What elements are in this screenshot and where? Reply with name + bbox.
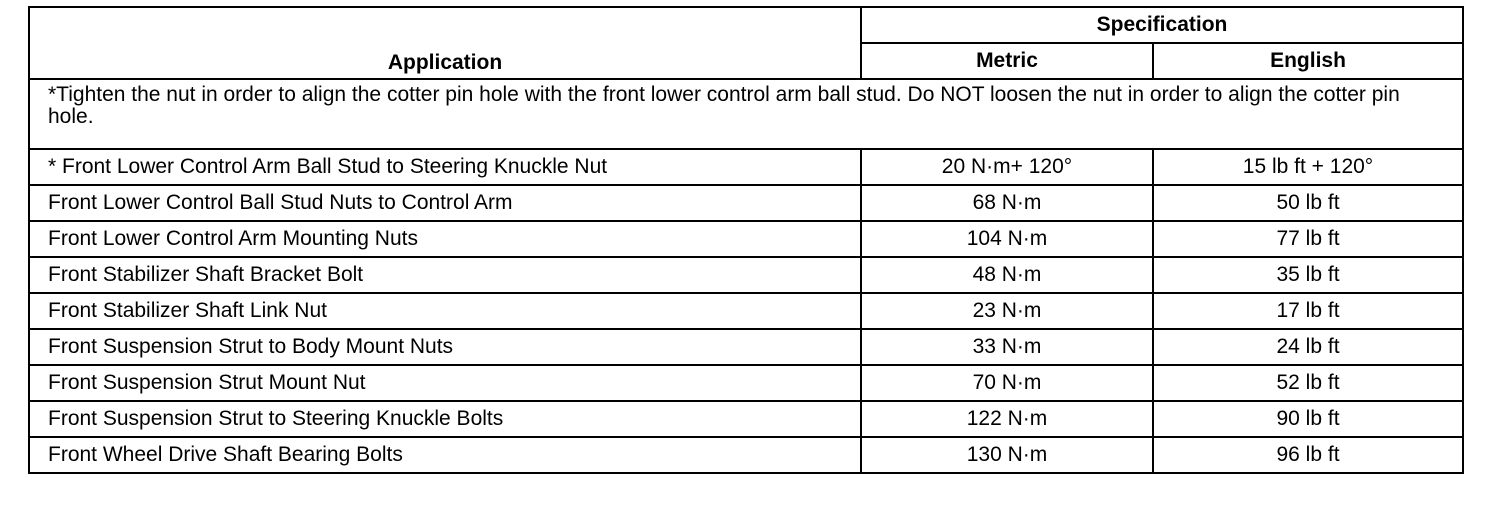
application-cell: Front Suspension Strut Mount Nut	[29, 365, 861, 401]
metric-cell: 130 N·m	[861, 437, 1153, 473]
metric-cell: 68 N·m	[861, 185, 1153, 221]
metric-header: Metric	[861, 43, 1153, 79]
table-row	[29, 437, 1463, 473]
table-row	[29, 329, 1463, 365]
application-cell: * Front Lower Control Arm Ball Stud to Steering Knuckle Nut	[29, 149, 861, 185]
header-row-top	[29, 7, 1463, 43]
application-header: Application	[29, 7, 861, 79]
table-row	[29, 257, 1463, 293]
english-cell: 90 lb ft	[1153, 401, 1463, 437]
table-row	[29, 293, 1463, 329]
english-cell: 96 lb ft	[1153, 437, 1463, 473]
torque-specification-table	[28, 6, 1464, 474]
english-header: English	[1153, 43, 1463, 79]
application-cell: Front Suspension Strut to Steering Knuckle Bolts	[29, 401, 861, 437]
metric-cell: 122 N·m	[861, 401, 1153, 437]
english-cell: 24 lb ft	[1153, 329, 1463, 365]
metric-cell: 20 N·m+ 120°	[861, 149, 1153, 185]
metric-cell: 104 N·m	[861, 221, 1153, 257]
table-body	[29, 79, 1463, 473]
table-row	[29, 365, 1463, 401]
table-row	[29, 401, 1463, 437]
english-cell: 77 lb ft	[1153, 221, 1463, 257]
application-cell: Front Lower Control Ball Stud Nuts to Control Arm	[29, 185, 861, 221]
application-cell: Front Stabilizer Shaft Bracket Bolt	[29, 257, 861, 293]
application-cell: Front Wheel Drive Shaft Bearing Bolts	[29, 437, 861, 473]
metric-cell: 70 N·m	[861, 365, 1153, 401]
metric-cell: 48 N·m	[861, 257, 1153, 293]
english-cell: 52 lb ft	[1153, 365, 1463, 401]
application-cell: Front Lower Control Arm Mounting Nuts	[29, 221, 861, 257]
english-cell: 35 lb ft	[1153, 257, 1463, 293]
english-cell: 15 lb ft + 120°	[1153, 149, 1463, 185]
metric-cell: 33 N·m	[861, 329, 1153, 365]
tightening-note: *Tighten the nut in order to align the cotter pin hole with the front lower control arm ball stud. Do NOT loosen the nut in order to align the cotter pin hole.	[29, 79, 1463, 149]
metric-cell: 23 N·m	[861, 293, 1153, 329]
table-row	[29, 149, 1463, 185]
table-row	[29, 221, 1463, 257]
english-cell: 50 lb ft	[1153, 185, 1463, 221]
table-row	[29, 185, 1463, 221]
application-cell: Front Suspension Strut to Body Mount Nuts	[29, 329, 861, 365]
specification-header: Specification	[861, 7, 1463, 43]
note-row	[29, 79, 1463, 149]
application-cell: Front Stabilizer Shaft Link Nut	[29, 293, 861, 329]
english-cell: 17 lb ft	[1153, 293, 1463, 329]
